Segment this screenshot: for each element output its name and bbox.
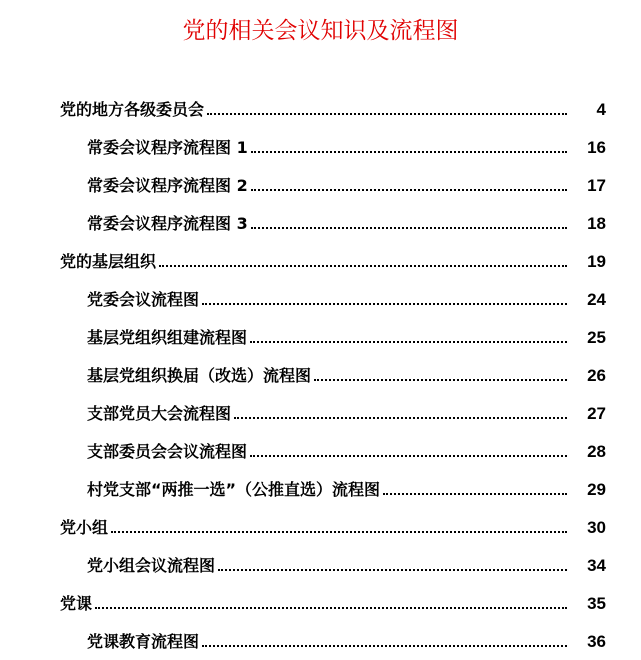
toc-entry-party-committee-meeting-flow[interactable]: [0, 276, 641, 314]
toc-entry-grassroots-organizations[interactable]: [0, 238, 641, 276]
toc-page-number: 4: [596, 100, 606, 119]
toc-entry-branch-committee-meeting-flow[interactable]: [0, 428, 641, 466]
toc-entry-label: 常委会议程序流程图 1: [87, 138, 248, 157]
toc-entry-label: 常委会议程序流程图 3: [87, 214, 248, 233]
toc-dot-leader: [383, 493, 567, 495]
toc-entry-standing-committee-flow-2[interactable]: [0, 162, 641, 200]
toc-page-number: 26: [587, 366, 606, 385]
toc-entry-label: 支部党员大会流程图: [87, 404, 232, 423]
toc-page-number: 25: [587, 328, 606, 347]
toc-entry-label: 党的地方各级委员会: [60, 100, 205, 119]
toc-entry-label: 党小组会议流程图: [87, 556, 216, 575]
toc-dot-leader: [250, 341, 567, 343]
toc-entry-standing-committee-flow-1[interactable]: [0, 124, 641, 162]
table-of-contents: [0, 86, 641, 656]
toc-entry-organization-setup-flow[interactable]: [0, 314, 641, 352]
toc-entry-label: 党小组: [60, 518, 109, 537]
toc-entry-label: 党的基层组织: [60, 252, 157, 271]
toc-dot-leader: [111, 531, 567, 533]
toc-entry-label: 常委会议程序流程图 2: [87, 176, 248, 195]
toc-dot-leader: [207, 113, 567, 115]
toc-entry-label: 村党支部“两推一选”（公推直选）流程图: [87, 480, 381, 499]
toc-entry-branch-member-assembly-flow[interactable]: [0, 390, 641, 428]
toc-dot-leader: [251, 189, 567, 191]
toc-page-number: 28: [587, 442, 606, 461]
toc-entry-label: 党课教育流程图: [87, 632, 200, 651]
toc-page-number: 36: [587, 632, 606, 651]
toc-page-number: 24: [587, 290, 606, 309]
toc-entry-local-committees[interactable]: [0, 86, 641, 124]
toc-dot-leader: [202, 645, 567, 647]
toc-page-number: 27: [587, 404, 606, 423]
toc-page-number: 18: [587, 214, 606, 233]
toc-entry-label: 党委会议流程图: [87, 290, 200, 309]
toc-entry-label: 基层党组织换届（改选）流程图: [87, 366, 312, 385]
toc-entry-label: 基层党组织组建流程图: [87, 328, 248, 347]
toc-dot-leader: [234, 417, 567, 419]
toc-page-number: 17: [587, 176, 606, 195]
toc-dot-leader: [314, 379, 567, 381]
toc-entry-label: 支部委员会会议流程图: [87, 442, 248, 461]
toc-dot-leader: [251, 151, 567, 153]
page-title: 党的相关会议知识及流程图: [182, 18, 459, 44]
toc-page-number: 19: [587, 252, 606, 271]
toc-page-number: 35: [587, 594, 606, 613]
toc-page-number: 30: [587, 518, 606, 537]
toc-entry-standing-committee-flow-3[interactable]: [0, 200, 641, 238]
toc-entry-party-lesson-education-flow[interactable]: [0, 618, 641, 656]
toc-dot-leader: [251, 227, 567, 229]
toc-page-number: 29: [587, 480, 606, 499]
toc-page-number: 16: [587, 138, 606, 157]
toc-entry-re-election-flow[interactable]: [0, 352, 641, 390]
toc-dot-leader: [95, 607, 567, 609]
toc-entry-village-branch-election-flow[interactable]: [0, 466, 641, 504]
toc-dot-leader: [159, 265, 567, 267]
toc-entry-label: 党课: [60, 594, 93, 613]
toc-dot-leader: [218, 569, 567, 571]
toc-entry-party-group[interactable]: [0, 504, 641, 542]
toc-entry-party-lessons[interactable]: [0, 580, 641, 618]
toc-entry-party-group-meeting-flow[interactable]: [0, 542, 641, 580]
toc-dot-leader: [202, 303, 567, 305]
toc-page-number: 34: [587, 556, 606, 575]
toc-dot-leader: [250, 455, 567, 457]
